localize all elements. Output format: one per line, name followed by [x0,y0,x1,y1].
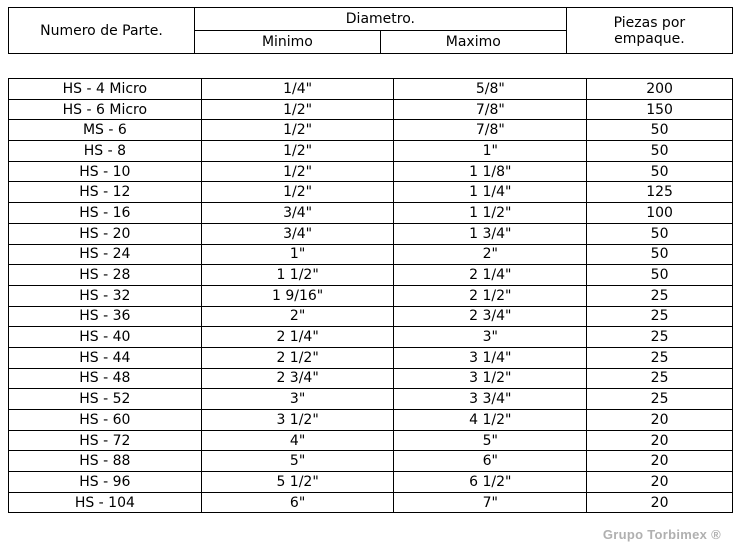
maximum-cell: 3 1/4" [394,347,587,368]
pieces-cell: 50 [587,120,733,141]
maximum-cell: 7/8" [394,99,587,120]
minimum-cell: 4" [201,430,394,451]
pieces-cell: 20 [587,451,733,472]
pieces-cell: 50 [587,161,733,182]
table-row [9,327,733,348]
maximum-cell: 5/8" [394,79,587,100]
part-number-cell: HS - 16 [9,203,202,224]
part-number-cell: HS - 48 [9,368,202,389]
part-number-cell: HS - 40 [9,327,202,348]
minimum-cell: 1" [201,244,394,265]
part-number-cell: MS - 6 [9,120,202,141]
minimum-cell: 3 1/2" [201,410,394,431]
table-row [9,347,733,368]
pieces-cell: 25 [587,389,733,410]
part-number-cell: HS - 8 [9,141,202,162]
minimum-cell: 5 1/2" [201,472,394,493]
table-row [9,410,733,431]
pieces-cell: 20 [587,430,733,451]
minimum-cell: 1/2" [201,141,394,162]
table-row [9,285,733,306]
part-number-cell: HS - 12 [9,182,202,203]
header-maximum: Maximo [380,31,566,54]
maximum-cell: 1 1/2" [394,203,587,224]
pieces-cell: 150 [587,99,733,120]
parts-table [8,78,733,513]
table-row [9,141,733,162]
table-row [9,161,733,182]
minimum-cell: 3" [201,389,394,410]
pieces-cell: 20 [587,410,733,431]
minimum-cell: 1/2" [201,182,394,203]
header-part-number: Numero de Parte. [9,8,195,54]
minimum-cell: 1/4" [201,79,394,100]
pieces-cell: 125 [587,182,733,203]
minimum-cell: 3/4" [201,223,394,244]
part-number-cell: HS - 6 Micro [9,99,202,120]
pieces-cell: 200 [587,79,733,100]
table-row [9,368,733,389]
maximum-cell: 1 1/8" [394,161,587,182]
part-number-cell: HS - 36 [9,306,202,327]
table-row [9,244,733,265]
part-number-cell: HS - 24 [9,244,202,265]
table-row [9,492,733,513]
pieces-cell: 25 [587,327,733,348]
table-row [9,430,733,451]
table-row [9,203,733,224]
table-row [9,265,733,286]
maximum-cell: 6 1/2" [394,472,587,493]
maximum-cell: 2 3/4" [394,306,587,327]
minimum-cell: 1/2" [201,120,394,141]
minimum-cell: 2 3/4" [201,368,394,389]
minimum-cell: 1 1/2" [201,265,394,286]
pieces-cell: 50 [587,141,733,162]
pieces-cell: 50 [587,244,733,265]
minimum-cell: 6" [201,492,394,513]
maximum-cell: 5" [394,430,587,451]
brand-watermark: Grupo Torbimex ® [602,527,721,542]
minimum-cell: 1 9/16" [201,285,394,306]
table-row [9,389,733,410]
maximum-cell: 2 1/2" [394,285,587,306]
pieces-cell: 25 [587,368,733,389]
header-pieces-per-pack: Piezas por empaque. [566,8,732,54]
minimum-cell: 3/4" [201,203,394,224]
part-number-cell: HS - 44 [9,347,202,368]
minimum-cell: 2 1/4" [201,327,394,348]
part-number-cell: HS - 4 Micro [9,79,202,100]
table-row [9,306,733,327]
part-number-cell: HS - 28 [9,265,202,286]
header-table [8,7,733,54]
table-row [9,472,733,493]
part-number-cell: HS - 10 [9,161,202,182]
pieces-cell: 20 [587,492,733,513]
maximum-cell: 6" [394,451,587,472]
part-number-cell: HS - 104 [9,492,202,513]
part-number-cell: HS - 60 [9,410,202,431]
table-row [9,79,733,100]
maximum-cell: 3 1/2" [394,368,587,389]
part-number-cell: HS - 32 [9,285,202,306]
table-row [9,223,733,244]
table-row [9,120,733,141]
table-row [9,99,733,120]
table-row [9,182,733,203]
maximum-cell: 1" [394,141,587,162]
maximum-cell: 3 3/4" [394,389,587,410]
maximum-cell: 2" [394,244,587,265]
part-number-cell: HS - 52 [9,389,202,410]
minimum-cell: 5" [201,451,394,472]
maximum-cell: 7/8" [394,120,587,141]
maximum-cell: 1 1/4" [394,182,587,203]
maximum-cell: 4 1/2" [394,410,587,431]
maximum-cell: 7" [394,492,587,513]
minimum-cell: 2 1/2" [201,347,394,368]
maximum-cell: 1 3/4" [394,223,587,244]
maximum-cell: 2 1/4" [394,265,587,286]
minimum-cell: 1/2" [201,161,394,182]
part-number-cell: HS - 72 [9,430,202,451]
pieces-cell: 50 [587,265,733,286]
minimum-cell: 2" [201,306,394,327]
maximum-cell: 3" [394,327,587,348]
table-row [9,451,733,472]
pieces-cell: 100 [587,203,733,224]
pieces-cell: 50 [587,223,733,244]
header-minimum: Minimo [195,31,381,54]
header-diameter: Diametro. [195,8,567,31]
pieces-cell: 25 [587,285,733,306]
part-number-cell: HS - 96 [9,472,202,493]
part-number-cell: HS - 88 [9,451,202,472]
pieces-cell: 25 [587,347,733,368]
pieces-cell: 25 [587,306,733,327]
minimum-cell: 1/2" [201,99,394,120]
part-number-cell: HS - 20 [9,223,202,244]
pieces-cell: 20 [587,472,733,493]
